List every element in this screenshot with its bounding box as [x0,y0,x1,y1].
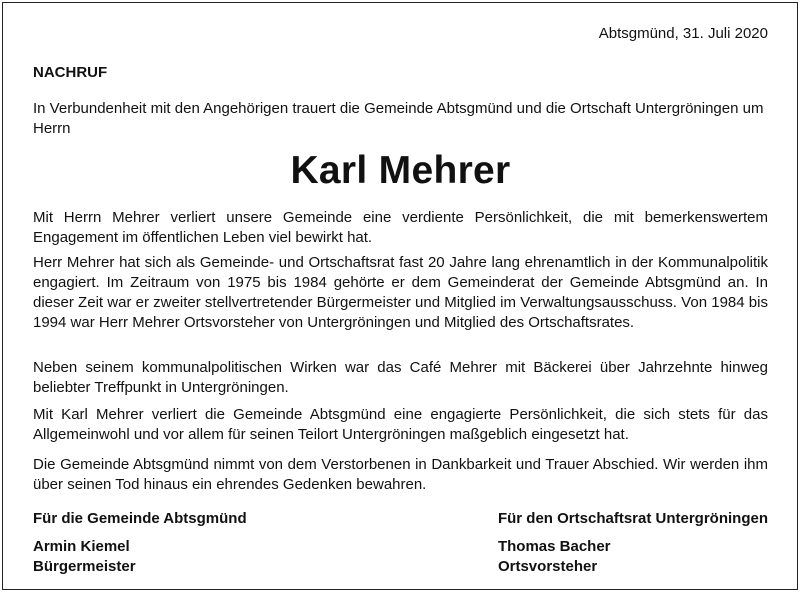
signature-left-role: Bürgermeister [33,558,136,575]
paragraph-4: Mit Karl Mehrer verliert die Gemeinde Abtsgmünd eine engagierte Persönlichkeit, die sich stets für das Allgemeinwohl und vor allem für seinen Teilort Untergröningen maßgeblich eingesetzt hat. [33,406,768,443]
deceased-name: Karl Mehrer [290,149,511,192]
paragraph-2: Herr Mehrer hat sich als Gemeinde- und Ortschaftsrat fast 20 Jahre lang ehrenamtlich in der Kommunalpolitik engagiert. Im Zeitraum von 1975 bis 1984 gehörte er dem Gemeinderat der Gemeinde Abtsgmünd an. In dieser Zeit war er zweiter stellvertretender Bürgermeister und Mitglied im Verwaltungsausschuss. Von 1984 bis 1994 war Herr Mehrer Ortsvorsteher von Untergröningen und Mitglied des Ortschaftsrates. [33,254,768,331]
intro-text: In Verbundenheit mit den Angehörigen trauert die Gemeinde Abtsgmünd und die Ortschaft Untergröningen um Herrn [33,100,764,137]
signature-right-org: Für den Ortschaftsrat Untergröningen [497,510,768,527]
signature-left-person: Armin Kiemel [33,538,130,555]
paragraph-1: Mit Herrn Mehrer verliert unsere Gemeinde eine verdiente Persönlichkeit, die mit bemerkenswertem Engagement im öffentlichen Leben viel bewirkt hat. [33,209,768,246]
paragraph-3: Neben seinem kommunalpolitischen Wirken war das Café Mehrer mit Bäckerei über Jahrzehnte hinweg beliebter Treffpunkt in Untergröningen. [33,359,768,396]
notice-date: Abtsgmünd, 31. Juli 2020 [598,25,768,42]
signature-left-org: Für die Gemeinde Abtsgmünd [33,510,247,527]
notice-content [33,3,768,589]
signature-right [498,509,768,577]
signature-right-person: Thomas Bacher [497,538,611,555]
notice-heading: NACHRUF [33,64,108,81]
signature-left [33,509,247,577]
obituary-notice [2,2,798,590]
paragraph-5: Die Gemeinde Abtsgmünd nimmt von dem Verstorbenen in Dankbarkeit und Trauer Abschied. Wir werden ihm über seinen Tod hinaus ein ehrendes Gedenken bewahren. [33,456,768,493]
signature-right-role: Ortsvorsteher [497,558,598,575]
